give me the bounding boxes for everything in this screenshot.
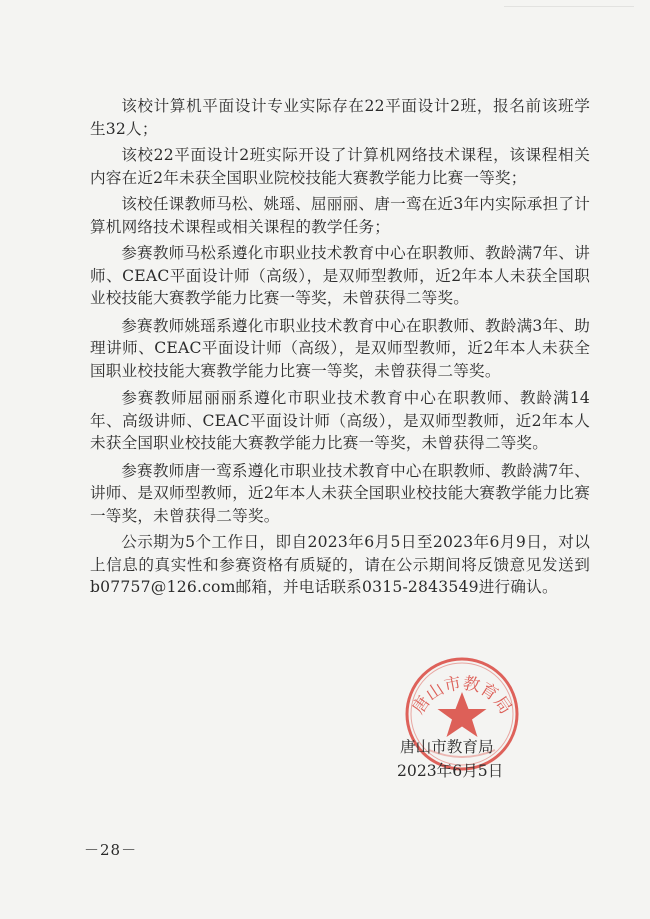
seal-text: 唐山市教育局 — [408, 673, 516, 719]
paragraph-teacher-yao-yao: 参赛教师姚瑶系遵化市职业技术教育中心在职教师、教龄满3年、助理讲师、CEAC平面设计师（高级），是双师型教师，近2年本人未获全国职业校技能大赛教学能力比赛一等奖，未曾获得二等奖。 — [90, 316, 590, 380]
paragraph-public-notice: 公示期为5个工作日，即自2023年6月5日至2023年6月9日，对以上信息的真实性和参赛资格有质疑的，请在公示期间将反馈意见发送到b07757@126.com邮箱，并电话联系0315-2843549进行确认。 — [90, 533, 590, 596]
paragraph-teacher-tang-yiluan: 参赛教师唐一鸾系遵化市职业技术教育中心在职教师、教龄满7年、讲师、是双师型教师，近2年本人未获全国职业校技能大赛教学能力比赛一等奖，未曾获得二等奖。 — [90, 461, 590, 525]
paragraph-course-offering: 该校22平面设计2班实际开设了计算机网络技术课程，该课程相关内容在近2年未获全国职业院校技能大赛教学能力比赛一等奖； — [90, 146, 590, 187]
document-body — [90, 95, 590, 599]
signature-organization: 唐山市教育局 — [400, 738, 494, 756]
paragraph-teaching-tasks: 该校任课教师马松、姚瑶、屈丽丽、唐一鸾在近3年内实际承担了计算机网络技术课程或相关课程的教学任务； — [90, 195, 590, 236]
paragraph-teacher-ma-song: 参赛教师马松系遵化市职业技术教育中心在职教师、教龄满7年、讲师、CEAC平面设计师（高级），是双师型教师，近2年本人未获全国职业校技能大赛教学能力比赛一等奖，未曾获得二等奖。 — [90, 244, 590, 307]
signature-date: 2023年6月5日 — [397, 762, 504, 780]
seal-star-icon — [438, 692, 487, 737]
page-number: －28－ — [84, 841, 138, 859]
paragraph-class-size: 该校计算机平面设计专业实际存在22平面设计2班，报名前该班学生32人； — [90, 97, 590, 138]
paragraph-teacher-qu-lili: 参赛教师屈丽丽系遵化市职业技术教育中心在职教师、教龄满14年、高级讲师、CEAC平面设计师（高级），是双师型教师，近2年本人未获全国职业校技能大赛教学能力比赛一等奖，未曾获得二等奖。 — [90, 389, 590, 452]
scan-edge-mark — [504, 6, 634, 13]
